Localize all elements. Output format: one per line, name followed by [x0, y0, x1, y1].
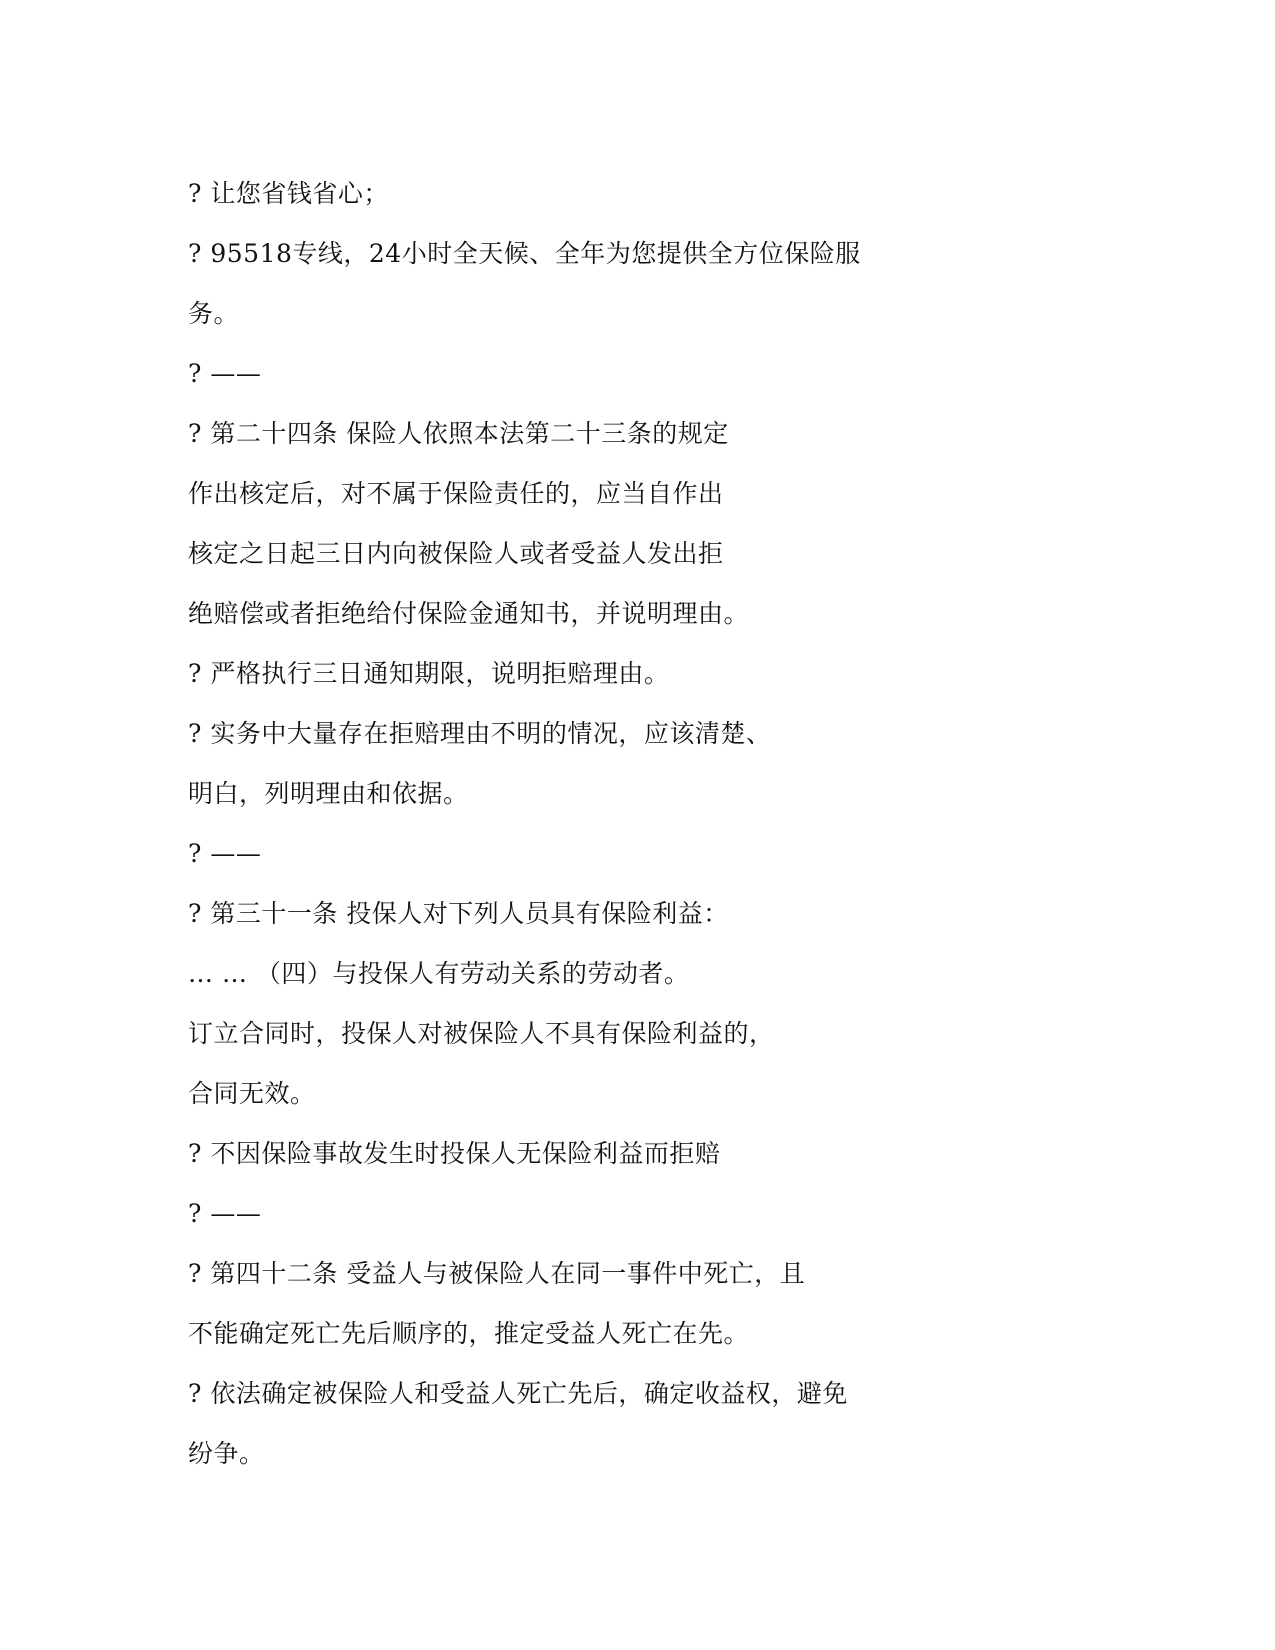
separator-line: ? —— [188, 359, 262, 388]
text-line: ? 第四十二条 受益人与被保险人在同一事件中死亡，且 [188, 1259, 806, 1288]
text-line: 绝赔偿或者拒绝给付保险金通知书，并说明理由。 [188, 599, 750, 628]
text-line: ? 实务中大量存在拒赔理由不明的情况，应该清楚、 [188, 719, 772, 748]
text-line: 纷争。 [188, 1439, 265, 1468]
text-line: 明白，列明理由和依据。 [188, 779, 469, 808]
text-line: … … （四）与投保人有劳动关系的劳动者。 [188, 959, 690, 988]
separator-line: ? —— [188, 1199, 262, 1228]
text-line: ? 依法确定被保险人和受益人死亡先后，确定收益权，避免 [188, 1379, 848, 1408]
text-line: ? 95518专线，24小时全天候、全年为您提供全方位保险服 [188, 239, 861, 268]
separator-line: ? —— [188, 839, 262, 868]
text-line: 作出核定后，对不属于保险责任的，应当自作出 [188, 479, 724, 508]
text-line: 合同无效。 [188, 1079, 316, 1108]
text-line: 订立合同时，投保人对被保险人不具有保险利益的， [188, 1019, 775, 1048]
text-line: 核定之日起三日内向被保险人或者受益人发出拒 [188, 539, 724, 568]
text-line: 不能确定死亡先后顺序的，推定受益人死亡在先。 [188, 1319, 750, 1348]
text-line: ? 严格执行三日通知期限，说明拒赔理由。 [188, 659, 670, 688]
text-line: ? 第二十四条 保险人依照本法第二十三条的规定 [188, 419, 729, 448]
text-line: ? 不因保险事故发生时投保人无保险利益而拒赔 [188, 1139, 721, 1168]
text-line: 务。 [188, 299, 240, 328]
text-line: ? 第三十一条 投保人对下列人员具有保险利益： [188, 899, 729, 928]
text-line: ? 让您省钱省心； [188, 179, 389, 208]
